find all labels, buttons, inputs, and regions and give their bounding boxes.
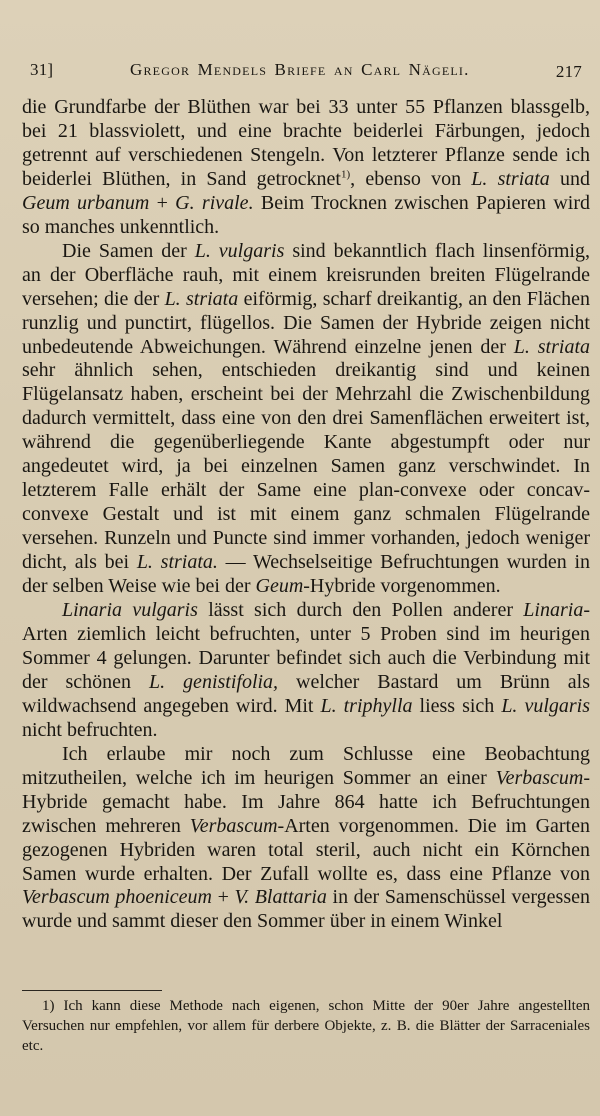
italic-term: Geum urbanum (22, 191, 150, 214)
footnote-rule (22, 990, 162, 991)
italic-term: L. vulgaris (194, 239, 285, 262)
italic-term: L. striata (164, 287, 239, 310)
footnote-text: 1) Ich kann diese Methode nach eigenen, schon Mitte der 90er Jahre angestellten Versuchen nur empfehlen, vor allem für derbere Objekte, z. B. die Blätter der Sarraceniales etc. (22, 998, 590, 1054)
text-run: Die Samen der (62, 239, 195, 262)
italic-term: L. vulgaris (501, 694, 590, 717)
italic-term: Verbascum (189, 814, 278, 837)
text-run: , ebenso von (350, 167, 472, 190)
text-run: in der Samenschüssel vergessen wurde und sammt dieser den Sommer über in einem Winkel (22, 886, 590, 933)
italic-term: Geum (255, 575, 304, 598)
footnote (22, 996, 590, 1056)
text-run: lässt sich durch den Pollen anderer (197, 599, 524, 622)
text-run: die Grundfarbe der Blüthen war bei 33 unter 55 Pflanzen blassgelb, bei 21 blassviolett, und eine brachte beiderlei Färbungen, jedoch getrennt auf verschiedenen Stengeln. Von letzterer Pflanze sende ich beiderlei Blüthen, in Sand getrocknet (22, 96, 590, 190)
text-run: -Arten ziemlich leicht befruchten, unter 5 Proben sind im heurigen Sommer 4 gelungen. Darunter befindet sich auch die Verbindung mit der schönen (22, 599, 590, 693)
text-run: nicht befruchten. (22, 718, 158, 741)
text-run: sehr ähnlich sehen, entschieden dreikantig sind und keinen Flügelansatz haben, erscheint bei der Mehrzahl die Zwischenbildung dadurch vermittelt, dass eine von den drei Samenflächen erweitert ist, während die gegenüberliegende Kante abgestumpft oder nur angedeutet wird, ja bei einzelnen Samen ganz verschwindet. In letzterem Falle erhält der Same eine plan-convexe oder concav-convexe Gestalt und ist mit einem ganz schmalen Flügelrande versehen. Runzeln und Puncte sind immer vorhanden, jedoch weniger dicht, als bei (22, 359, 590, 574)
italic-term: L. striata. (136, 551, 218, 574)
paragraph (22, 240, 590, 599)
text-run: -Hybride vorgenommen. (303, 575, 501, 598)
italic-term: L. striata (471, 167, 550, 190)
text-run: Ich erlaube mir noch zum Schlusse eine Beobachtung mitzutheilen, welche ich im heurigen Sommer an einer (22, 742, 590, 789)
text-run: eiförmig, scharf dreikantig, an den Flächen runzlig und punctirt, flügellos. Die Samen der Hybride zeigen nicht unbedeutende Abweichungen. Während einzelne jenen der (22, 287, 591, 358)
text-run: liess sich (412, 694, 502, 717)
italic-term: L. triphylla (320, 694, 413, 717)
paragraph (22, 599, 590, 743)
text-run: sind bekanntlich flach linsenförmig, an der Oberfläche rauh, mit einem kreisrunden breiten Flügelrande versehen; die der (22, 239, 590, 310)
italic-term: G. rivale. (175, 191, 254, 214)
italic-term: Verbascum phoeniceum (22, 886, 212, 909)
text-run: + (149, 191, 176, 214)
page-number: 217 (555, 62, 582, 81)
text-run: -Arten vorgenommen. Die im Garten gezogenen Hybriden waren total steril, auch nicht ein Körnchen Samen wurde erhalten. Der Zufall wollte es, dass eine Pflanze von (22, 814, 590, 885)
italic-term: Verbascum (495, 766, 584, 789)
italic-term: Linaria vulgaris (62, 599, 198, 622)
paragraph (22, 743, 590, 935)
italic-term: L. striata (513, 335, 591, 358)
italic-term: Linaria (523, 599, 584, 622)
text-run: und (549, 167, 590, 190)
running-title: Gregor Mendels Briefe an Carl Nägeli. (130, 60, 470, 79)
italic-term: V. Blattaria (234, 886, 327, 909)
text-run: — Wechselseitige Befruchtungen wurden in der selben Weise wie bei der (22, 551, 591, 598)
italic-term: L. genistifolia, (148, 670, 279, 693)
section-number: 31] (30, 60, 54, 79)
running-header (30, 60, 586, 86)
text-run: -Hybride gemacht habe. Im Jahre 864 hatte ich Befruchtungen zwischen mehreren (22, 766, 590, 837)
footnote-marker: 1) (341, 168, 351, 181)
text-run: + (212, 886, 235, 909)
text-run: Beim Trocknen zwischen Papieren wird so manches unkenntlich. (22, 191, 590, 238)
text-run: welcher Bastard um Brünn als wildwachsend angegeben wird. Mit (22, 670, 590, 717)
paragraph (22, 96, 590, 240)
body-text (22, 96, 590, 934)
